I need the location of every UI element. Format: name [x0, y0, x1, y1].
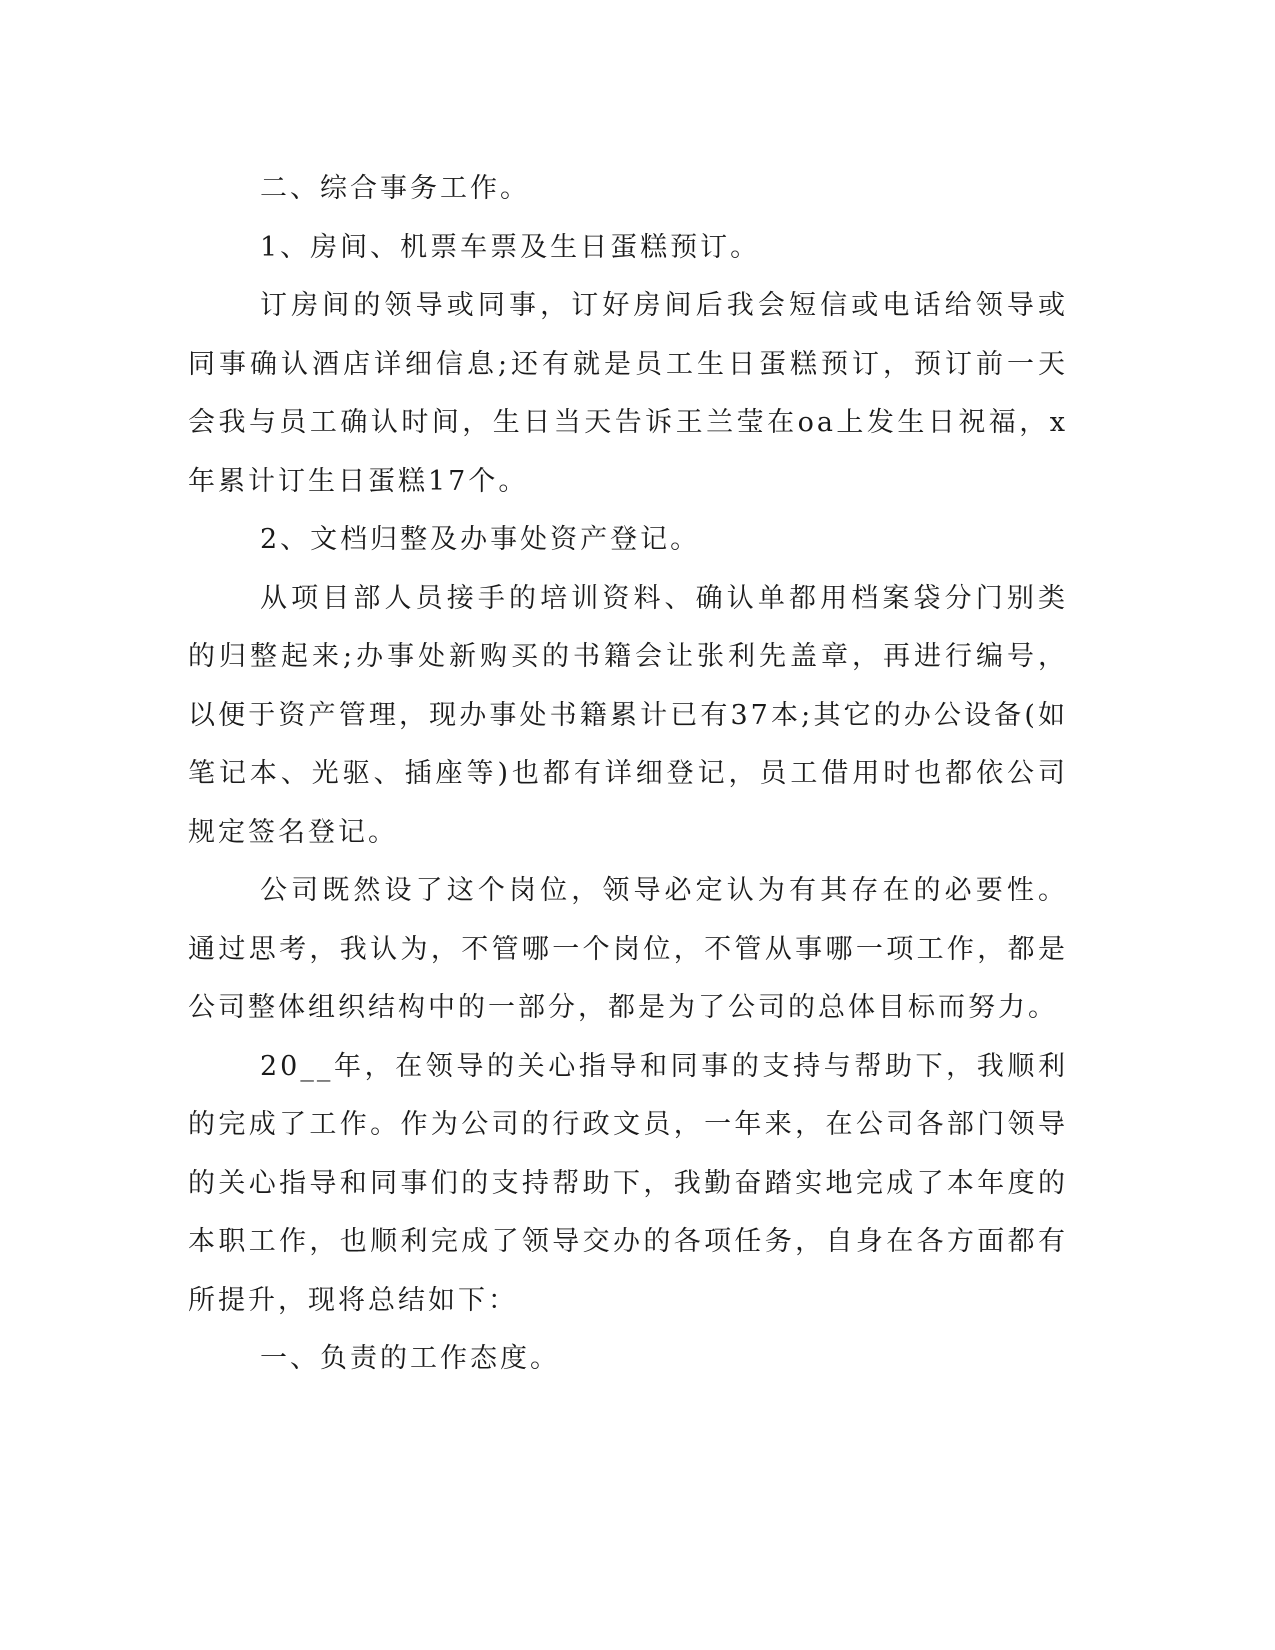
paragraph-booking-details: 订房间的领导或同事，订好房间后我会短信或电话给领导或同事确认酒店详细信息;还有就是员工生日蛋糕预订，预订前一天会我与员工确认时间，生日当天告诉王兰莹在oa上发生日祝福，x年累计订生日蛋糕17个。: [188, 290, 1068, 497]
paragraph-documents-assets: 从项目部人员接手的培训资料、确认单都用档案袋分门别类的归整起来;办事处新购买的书籍会让张利先盖章，再进行编号，以便于资产管理，现办事处书籍累计已有37本;其它的办公设备(如笔记本、光驱、插座等)也都有详细登记，员工借用时也都依公司规定签名登记。: [188, 582, 1068, 848]
paragraph-annual-summary: 20__年，在领导的关心指导和同事的支持与帮助下，我顺利的完成了工作。作为公司的行政文员，一年来，在公司各部门领导的关心指导和同事们的支持帮助下，我勤奋踏实地完成了本年度的本职工作，也顺利完成了领导交办的各项任务，自身在各方面都有所提升，现将总结如下：: [188, 1050, 1068, 1316]
section-heading-general-affairs: 二、综合事务工作。: [260, 173, 530, 204]
document-body: [188, 160, 1068, 1389]
section-heading-work-attitude: 一、负责的工作态度。: [260, 1343, 560, 1374]
paragraph-position-importance: 公司既然设了这个岗位，领导必定认为有其存在的必要性。通过思考，我认为，不管哪一个岗位，不管从事哪一项工作，都是公司整体组织结构中的一部分，都是为了公司的总体目标而努力。: [188, 875, 1068, 1023]
subheading-documents-assets: 2、文档归整及办事处资产登记。: [260, 524, 701, 555]
subheading-booking: 1、房间、机票车票及生日蛋糕预订。: [260, 231, 761, 263]
